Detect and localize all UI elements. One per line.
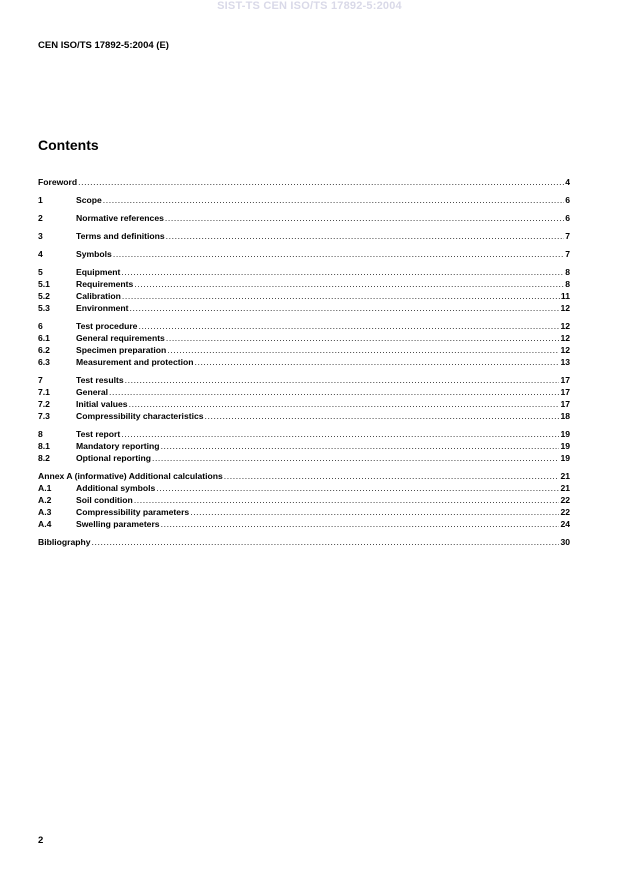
- toc-leader-dots: [134, 278, 564, 290]
- toc-entry[interactable]: [38, 374, 570, 386]
- toc-entry[interactable]: [38, 356, 570, 368]
- page-title: Contents: [38, 137, 99, 153]
- toc-entry[interactable]: [38, 332, 570, 344]
- toc-leader-dots: [190, 506, 559, 518]
- toc-entry-page: 21: [560, 483, 570, 493]
- toc-entry-page: 17: [560, 399, 570, 409]
- toc-entry[interactable]: [38, 428, 570, 440]
- toc-leader-dots: [121, 266, 564, 278]
- toc-entry-number: 6.2: [38, 345, 50, 355]
- toc-entry-page: 22: [560, 495, 570, 505]
- toc-entry-page: 7: [565, 249, 570, 259]
- page-number: 2: [38, 835, 44, 846]
- toc-entry-number: 6.3: [38, 357, 50, 367]
- toc-entry[interactable]: [38, 212, 570, 224]
- toc-entry-title: General: [76, 387, 109, 397]
- toc-entry-title: Measurement and protection: [76, 357, 194, 367]
- toc-entry-title: Optional reporting: [76, 453, 151, 463]
- toc-entry-title: Test procedure: [76, 321, 138, 331]
- toc-entry-page: 21: [560, 471, 570, 481]
- toc-entry-page: 8: [565, 267, 570, 277]
- document-id: CEN ISO/TS 17892-5:2004 (E): [38, 40, 169, 51]
- toc-leader-dots: [138, 320, 559, 332]
- toc-entry-page: 24: [560, 519, 570, 529]
- toc-leader-dots: [129, 398, 560, 410]
- toc-leader-dots: [224, 470, 560, 482]
- toc-entry[interactable]: [38, 320, 570, 332]
- toc-entry-title: Equipment: [76, 267, 121, 277]
- toc-entry-number: 8.2: [38, 453, 50, 463]
- toc-entry[interactable]: [38, 266, 570, 278]
- toc-entry-page: 22: [560, 507, 570, 517]
- toc-entry[interactable]: [38, 278, 570, 290]
- toc-entry-number: 7.1: [38, 387, 50, 397]
- toc-entry-page: 7: [565, 231, 570, 241]
- toc-entry-title: Initial values: [76, 399, 128, 409]
- toc-entry-number: 5.1: [38, 279, 50, 289]
- toc-entry-page: 6: [565, 213, 570, 223]
- toc-entry-page: 11: [560, 291, 570, 301]
- toc-entry[interactable]: [38, 506, 570, 518]
- toc-leader-dots: [92, 536, 560, 548]
- toc-leader-dots: [134, 494, 560, 506]
- toc-entry-page: 13: [560, 357, 570, 367]
- toc-entry-title: Calibration: [76, 291, 121, 301]
- toc-entry-title: Additional symbols: [76, 483, 156, 493]
- toc-entry[interactable]: [38, 194, 570, 206]
- toc-entry-number: A.3: [38, 507, 52, 517]
- toc-entry-page: 19: [560, 441, 570, 451]
- watermark: SIST-TS CEN ISO/TS 17892-5:2004: [217, 0, 402, 12]
- toc-entry-number: 5.2: [38, 291, 50, 301]
- toc-entry-title: Requirements: [76, 279, 134, 289]
- toc-entry-title: Test report: [76, 429, 121, 439]
- toc-leader-dots: [130, 302, 560, 314]
- toc-leader-dots: [113, 248, 564, 260]
- toc-entry-number: 2: [38, 213, 43, 223]
- toc-entry-title: Terms and definitions: [76, 231, 165, 241]
- toc-entry-page: 17: [560, 387, 570, 397]
- toc-entry-number: 8: [38, 429, 43, 439]
- toc-entry-title: Normative references: [76, 213, 164, 223]
- toc-entry-number: 3: [38, 231, 43, 241]
- toc-entry[interactable]: [38, 482, 570, 494]
- toc-leader-dots: [78, 176, 564, 188]
- toc-leader-dots: [121, 428, 559, 440]
- toc-entry[interactable]: [38, 248, 570, 260]
- toc-entry-page: 12: [560, 321, 570, 331]
- toc-entry-number: 5.3: [38, 303, 50, 313]
- toc-entry-number: A.1: [38, 483, 52, 493]
- toc-entry-title: General requirements: [76, 333, 165, 343]
- toc-entry-number: 7: [38, 375, 43, 385]
- toc-entry-page: 4: [565, 177, 570, 187]
- toc-entry-title: Scope: [76, 195, 102, 205]
- toc-entry-number: 5: [38, 267, 43, 277]
- toc-entry-title: Foreword: [38, 177, 78, 187]
- toc-entry-page: 19: [560, 429, 570, 439]
- toc-leader-dots: [103, 194, 564, 206]
- toc-entry-page: 19: [560, 453, 570, 463]
- toc-entry-title: Mandatory reporting: [76, 441, 160, 451]
- toc-leader-dots: [194, 356, 559, 368]
- toc-entry[interactable]: [38, 452, 570, 464]
- toc-entry[interactable]: [38, 440, 570, 452]
- toc-entry-number: A.4: [38, 519, 52, 529]
- toc-entry-number: 6: [38, 321, 43, 331]
- toc-entry-title: Specimen preparation: [76, 345, 167, 355]
- toc-leader-dots: [167, 344, 559, 356]
- toc-leader-dots: [109, 386, 559, 398]
- toc-entry-number: 7.2: [38, 399, 50, 409]
- toc-leader-dots: [125, 374, 560, 386]
- toc-leader-dots: [166, 230, 565, 242]
- toc-entry[interactable]: [38, 176, 570, 188]
- toc-entry-title: Bibliography: [38, 537, 91, 547]
- toc-entry[interactable]: [38, 344, 570, 356]
- toc-entry-number: 1: [38, 195, 43, 205]
- toc-entry-title: Annex A (informative) Additional calculations: [38, 471, 223, 481]
- toc-leader-dots: [152, 452, 559, 464]
- toc-entry-page: 12: [560, 303, 570, 313]
- toc-entry-number: 6.1: [38, 333, 50, 343]
- toc-entry-number: A.2: [38, 495, 52, 505]
- toc-leader-dots: [156, 482, 559, 494]
- toc-entry[interactable]: [38, 536, 570, 548]
- toc-entry-title: Environment: [76, 303, 129, 313]
- table-of-contents: [38, 176, 570, 548]
- toc-entry[interactable]: [38, 494, 570, 506]
- toc-leader-dots: [205, 410, 560, 422]
- toc-entry[interactable]: [38, 386, 570, 398]
- toc-entry[interactable]: [38, 290, 570, 302]
- toc-entry-number: 7.3: [38, 411, 50, 421]
- toc-leader-dots: [166, 332, 560, 344]
- toc-leader-dots: [165, 212, 564, 224]
- toc-entry-page: 8: [565, 279, 570, 289]
- toc-entry-title: Symbols: [76, 249, 112, 259]
- toc-leader-dots: [122, 290, 560, 302]
- toc-entry-page: 12: [560, 345, 570, 355]
- toc-entry-title: Compressibility characteristics: [76, 411, 204, 421]
- toc-leader-dots: [161, 440, 560, 452]
- toc-entry-page: 18: [560, 411, 570, 421]
- toc-entry-title: Soil condition: [76, 495, 133, 505]
- toc-leader-dots: [161, 518, 560, 530]
- toc-entry[interactable]: [38, 410, 570, 422]
- toc-entry[interactable]: [38, 518, 570, 530]
- toc-entry[interactable]: [38, 230, 570, 242]
- toc-entry-page: 12: [560, 333, 570, 343]
- toc-entry-page: 17: [560, 375, 570, 385]
- toc-entry-title: Swelling parameters: [76, 519, 160, 529]
- toc-entry-title: Compressibility parameters: [76, 507, 190, 517]
- toc-entry-number: 4: [38, 249, 43, 259]
- toc-entry-title: Test results: [76, 375, 124, 385]
- toc-entry[interactable]: [38, 398, 570, 410]
- toc-entry-page: 30: [560, 537, 570, 547]
- toc-entry-page: 6: [565, 195, 570, 205]
- toc-entry[interactable]: [38, 470, 570, 482]
- toc-entry-number: 8.1: [38, 441, 50, 451]
- toc-entry[interactable]: [38, 302, 570, 314]
